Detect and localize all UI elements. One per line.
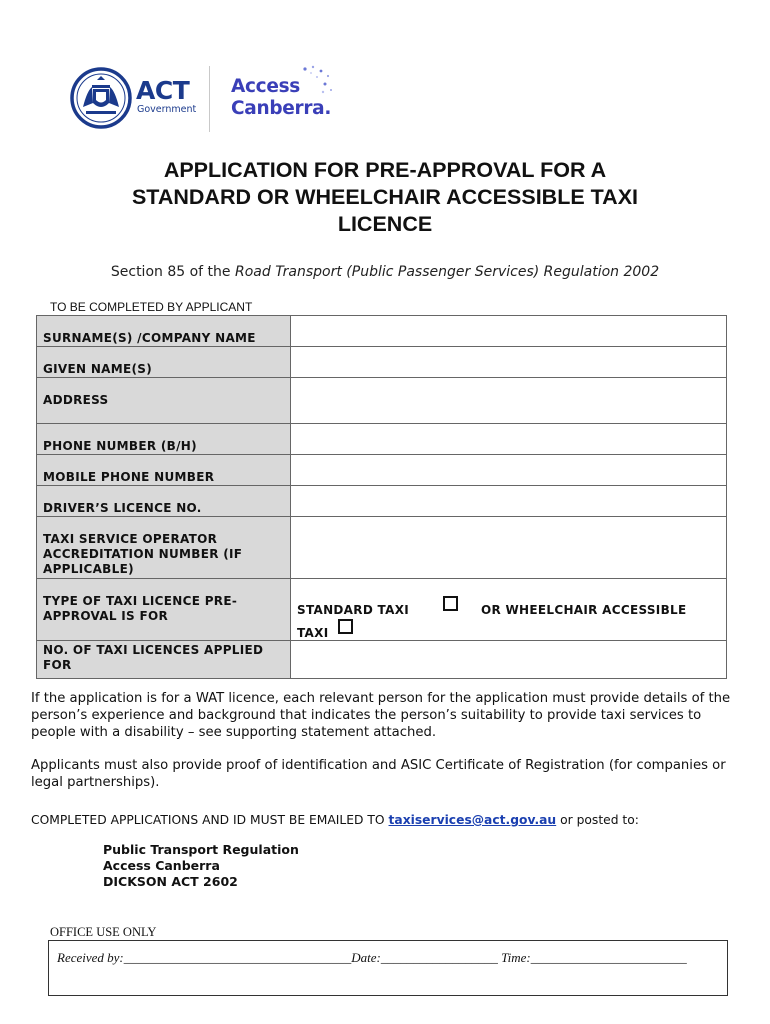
- standard-taxi-checkbox[interactable]: [443, 596, 458, 611]
- field-label-number-of-licences: NO. OF TAXI LICENCES APPLIED FOR: [43, 643, 264, 672]
- office-use-label: OFFICE USE ONLY: [50, 925, 157, 939]
- address-line-2: Access Canberra: [103, 858, 220, 873]
- regulation-prefix: Section 85 of the: [110, 264, 235, 280]
- act-logo-wordmark: ACT: [136, 76, 190, 105]
- form-row-number-of-licences: [37, 641, 727, 679]
- postal-address: [103, 842, 299, 890]
- drivers-licence-field[interactable]: [291, 486, 727, 517]
- field-label-taxi-type: TYPE OF TAXI LICENCE PRE-APPROVAL IS FOR: [43, 594, 238, 623]
- access-canberra-logo-line1: Access: [231, 76, 301, 97]
- submission-instructions: [31, 812, 731, 829]
- office-received-line: Received by:___________________________________Date:__________________ Time:________________________: [57, 950, 687, 965]
- field-label-given-names: GIVEN NAME(S): [43, 362, 152, 376]
- title-line-1: APPLICATION FOR PRE-APPROVAL FOR A: [163, 158, 607, 182]
- form-row-mobile: [37, 455, 727, 486]
- given-names-field[interactable]: [291, 347, 727, 378]
- field-label-accreditation: TAXI SERVICE OPERATOR ACCREDITATION NUMBER (IF APPLICABLE): [43, 532, 243, 576]
- form-row-taxi-type: [37, 579, 727, 641]
- proof-of-identity-paragraph: Applicants must also provide proof of identification and ASIC Certificate of Registration (for companies or legal partnerships).: [31, 758, 726, 790]
- form-row-drivers-licence: [37, 486, 727, 517]
- title-line-3: LICENCE: [337, 212, 433, 236]
- form-row-address: [37, 378, 727, 424]
- form-row-given-names: [37, 347, 727, 378]
- address-line-3: DICKSON ACT 2602: [103, 874, 238, 889]
- document-title: [60, 157, 710, 238]
- form-row-phone: [37, 424, 727, 455]
- address-field[interactable]: [291, 378, 727, 424]
- wat-licence-paragraph: If the application is for a WAT licence, each relevant person for the application must provide details of the person’s experience and background that indicates the person’s suitability to provide taxi services to people with a disability – see supporting statement attached.: [31, 691, 731, 740]
- taxi-type-options: [291, 579, 727, 641]
- field-label-drivers-licence: DRIVER’S LICENCE NO.: [43, 501, 202, 515]
- field-label-phone: PHONE NUMBER (B/H): [43, 439, 197, 453]
- mobile-field[interactable]: [291, 455, 727, 486]
- accreditation-field[interactable]: [291, 517, 727, 579]
- access-canberra-logo-line2: Canberra.: [231, 98, 332, 119]
- field-label-mobile: MOBILE PHONE NUMBER: [43, 470, 215, 484]
- to-be-completed-label: TO BE COMPLETED BY APPLICANT: [50, 300, 253, 314]
- number-of-licences-field[interactable]: [291, 641, 727, 679]
- field-label-surname: SURNAME(S) /COMPANY NAME: [43, 331, 256, 345]
- surname-field[interactable]: [291, 316, 727, 347]
- regulation-reference: [60, 264, 710, 280]
- form-row-accreditation: [37, 517, 727, 579]
- submission-prefix: COMPLETED APPLICATIONS AND ID MUST BE EMAILED TO: [31, 813, 389, 827]
- address-line-1: Public Transport Regulation: [103, 842, 299, 857]
- logo-divider: [209, 66, 210, 132]
- office-use-box: [48, 940, 728, 996]
- wheelchair-accessible-label: OR WHEELCHAIR ACCESSIBLE: [481, 603, 687, 617]
- phone-field[interactable]: [291, 424, 727, 455]
- form-row-surname: [37, 316, 727, 347]
- title-line-2: STANDARD OR WHEELCHAIR ACCESSIBLE TAXI: [131, 185, 639, 209]
- submission-suffix: or posted to:: [556, 813, 639, 827]
- wheelchair-taxi-checkbox[interactable]: [338, 619, 353, 634]
- wheelchair-taxi-label: TAXI: [297, 626, 329, 640]
- header-logos: [70, 64, 370, 136]
- field-label-address: ADDRESS: [43, 393, 109, 407]
- applicant-form-table: [36, 315, 727, 679]
- act-logo-subtitle: Government: [137, 104, 197, 115]
- act-coat-of-arms-icon: [70, 67, 132, 129]
- regulation-title: Road Transport (Public Passenger Services) Regulation 2002: [234, 264, 660, 280]
- standard-taxi-label: STANDARD TAXI: [297, 603, 410, 617]
- submission-email-link[interactable]: taxiservices@act.gov.au: [388, 813, 557, 827]
